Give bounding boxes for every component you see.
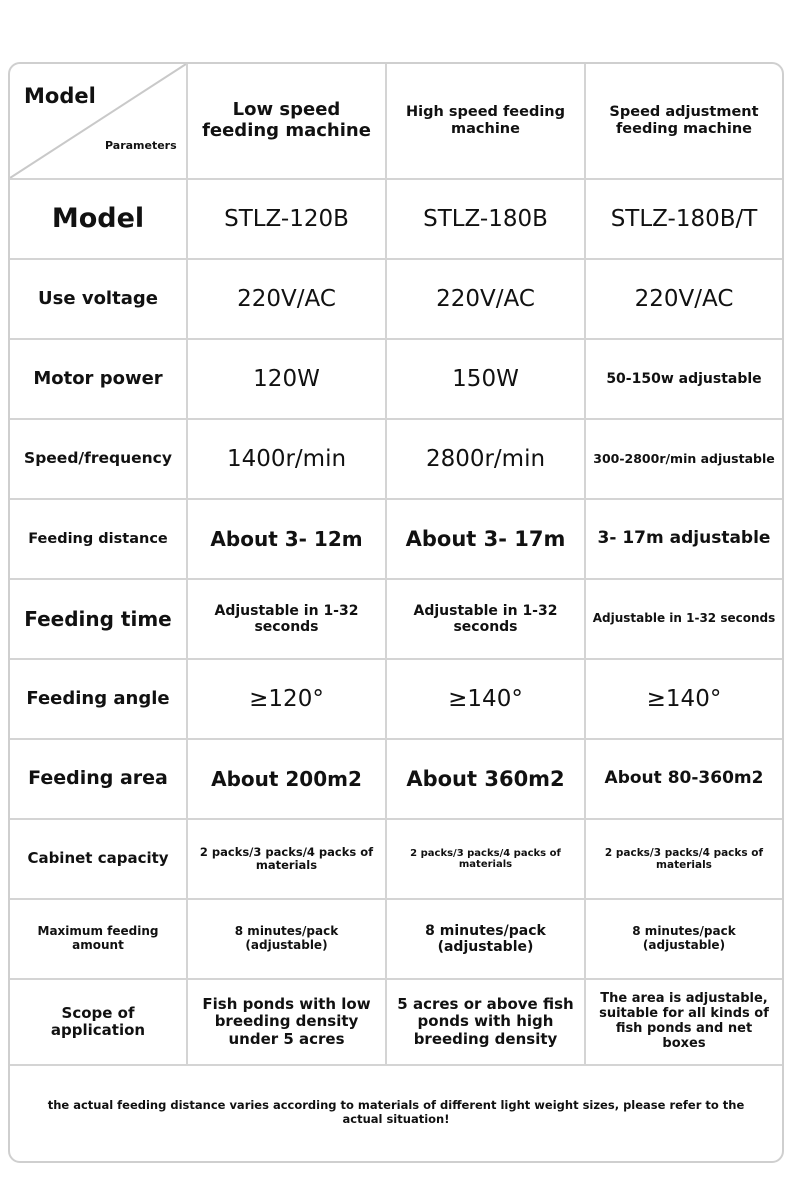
cell-value: 220V/AC bbox=[237, 285, 336, 312]
row-divider bbox=[10, 898, 782, 900]
cell-value: Adjustable in 1-32 seconds bbox=[592, 611, 776, 626]
row-label: Use voltage bbox=[38, 287, 158, 309]
row-divider bbox=[10, 738, 782, 740]
row-divider bbox=[10, 178, 782, 180]
column-divider bbox=[584, 64, 586, 1066]
cell-value: 150W bbox=[452, 365, 519, 392]
table-row-cabinet-capacity bbox=[10, 820, 782, 898]
cell-value: 120W bbox=[253, 365, 320, 392]
column-divider bbox=[186, 64, 188, 1066]
table-row-motor-power bbox=[10, 340, 782, 418]
cell-value: STLZ-180B bbox=[423, 205, 548, 232]
corner-model-label: Model bbox=[24, 84, 96, 108]
cell-value: Fish ponds with low breeding density under 5 acres bbox=[202, 995, 371, 1048]
cell-value: Adjustable in 1-32 seconds bbox=[214, 602, 359, 635]
row-label: Feeding distance bbox=[28, 530, 168, 547]
cell-value: The area is adjustable, suitable for all kinds of fish ponds and net boxes bbox=[599, 991, 769, 1051]
table-row-voltage bbox=[10, 260, 782, 338]
cell-value: 1400r/min bbox=[226, 445, 347, 472]
header-speed-adjustment: Speed adjustment feeding machine bbox=[609, 104, 759, 137]
cell-value: 220V/AC bbox=[634, 285, 734, 312]
cell-value: 2 packs/3 packs/4 packs of materials bbox=[604, 846, 764, 871]
row-label: Maximum feeding amount bbox=[37, 924, 159, 952]
column-divider bbox=[385, 64, 387, 1066]
cell-value: ≥120° bbox=[249, 685, 324, 712]
header-high-speed: High speed feeding machine bbox=[406, 104, 565, 137]
cell-value: STLZ-180B/T bbox=[610, 205, 758, 232]
table-row-feeding-time bbox=[10, 580, 782, 658]
row-divider bbox=[10, 658, 782, 660]
table-header-row bbox=[10, 64, 782, 178]
row-label: Model bbox=[51, 203, 145, 235]
header-corner-cell bbox=[10, 64, 186, 178]
cell-value: 8 minutes/pack (adjustable) bbox=[425, 922, 546, 955]
cell-value: 2 packs/3 packs/4 packs of materials bbox=[410, 847, 561, 870]
row-label: Speed/frequency bbox=[24, 449, 172, 468]
cell-value: About 200m2 bbox=[211, 766, 362, 791]
cell-value: 8 minutes/pack (adjustable) bbox=[234, 924, 339, 952]
spec-table bbox=[8, 62, 784, 1163]
cell-value: 220V/AC bbox=[436, 285, 535, 312]
cell-value: 5 acres or above fish ponds with high breeding density bbox=[397, 995, 574, 1048]
row-divider bbox=[10, 258, 782, 260]
table-row-max-feeding bbox=[10, 900, 782, 978]
cell-value: ≥140° bbox=[646, 685, 722, 712]
cell-value: 8 minutes/pack (adjustable) bbox=[632, 924, 736, 952]
row-divider bbox=[10, 818, 782, 820]
table-row-feeding-distance bbox=[10, 500, 782, 578]
cell-value: STLZ-120B bbox=[224, 205, 349, 232]
cell-value: About 80-360m2 bbox=[604, 768, 764, 789]
table-row-feeding-area bbox=[10, 740, 782, 818]
row-label: Cabinet capacity bbox=[27, 849, 169, 868]
table-row-scope bbox=[10, 980, 782, 1064]
cell-value: About 360m2 bbox=[406, 766, 565, 791]
table-row-model bbox=[10, 180, 782, 258]
cell-value: 3- 17m adjustable bbox=[597, 528, 771, 549]
cell-value: 300-2800r/min adjustable bbox=[593, 450, 775, 466]
cell-value: 2800r/min bbox=[425, 445, 546, 472]
row-label: Motor power bbox=[33, 367, 163, 389]
cell-value: 2 packs/3 packs/4 packs of materials bbox=[199, 844, 374, 872]
table-row-speed bbox=[10, 420, 782, 498]
row-divider bbox=[10, 578, 782, 580]
row-divider bbox=[10, 1064, 782, 1066]
cell-value: Adjustable in 1-32 seconds bbox=[413, 602, 558, 635]
table-row-feeding-angle bbox=[10, 660, 782, 738]
footnote: the actual feeding distance varies according to materials of different light weight sizes, please refer to the actual situation! bbox=[47, 1098, 745, 1127]
row-label: Scope of application bbox=[50, 1003, 146, 1039]
row-divider bbox=[10, 338, 782, 340]
row-divider bbox=[10, 978, 782, 980]
row-label: Feeding angle bbox=[26, 687, 170, 709]
row-label: Feeding area bbox=[28, 767, 168, 790]
row-label: Feeding time bbox=[24, 606, 172, 631]
row-divider bbox=[10, 498, 782, 500]
cell-value: 50-150w adjustable bbox=[606, 370, 762, 387]
row-divider bbox=[10, 418, 782, 420]
corner-parameters-label: Parameters bbox=[105, 139, 177, 152]
header-low-speed: Low speed feeding machine bbox=[202, 99, 371, 141]
cell-value: About 3- 12m bbox=[210, 526, 363, 551]
corner-diagonal-line bbox=[10, 64, 186, 178]
cell-value: About 3- 17m bbox=[405, 526, 566, 551]
cell-value: ≥140° bbox=[448, 685, 523, 712]
